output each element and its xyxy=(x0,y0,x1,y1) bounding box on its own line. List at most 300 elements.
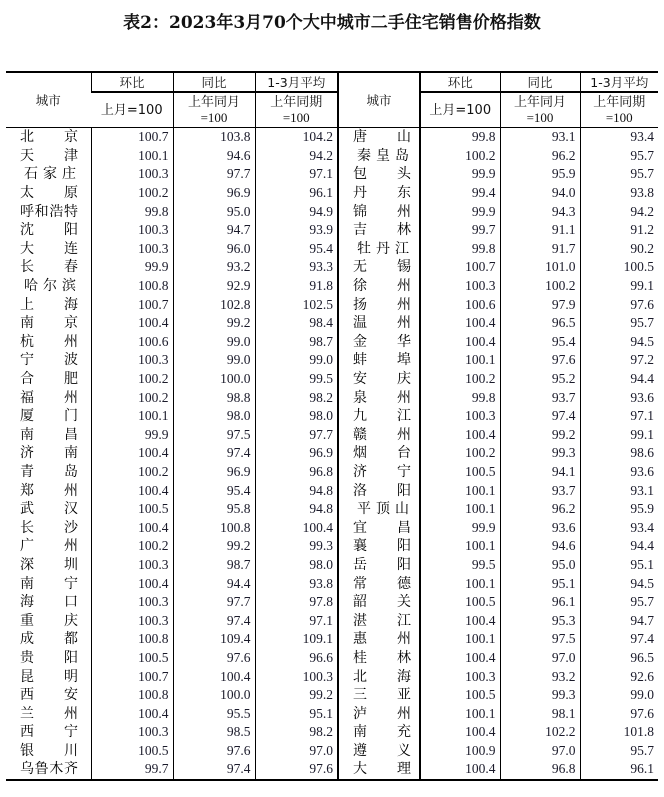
mom-index: 100.4 xyxy=(91,574,173,593)
table-row xyxy=(6,481,658,500)
yoy-index: 95.2 xyxy=(500,370,580,389)
yoy-index: 94.6 xyxy=(173,147,255,166)
city-name: 洛 阳 xyxy=(338,481,420,500)
city-name: 青 岛 xyxy=(20,463,78,480)
header-avg-base-left: 上年同期 =100 xyxy=(255,92,338,128)
mom-index: 100.3 xyxy=(91,556,173,575)
avg-index: 99.5 xyxy=(255,370,338,389)
table-row xyxy=(6,184,658,203)
avg-index: 100.4 xyxy=(255,518,338,537)
table-row xyxy=(6,314,658,333)
avg-index: 96.9 xyxy=(255,444,338,463)
table-row xyxy=(6,295,658,314)
city-name: 兰 州 xyxy=(20,705,78,722)
yoy-index: 100.0 xyxy=(173,370,255,389)
yoy-index: 93.2 xyxy=(500,667,580,686)
avg-index: 97.0 xyxy=(255,742,338,761)
table-row xyxy=(6,500,658,519)
city-name: 南 宁 xyxy=(20,575,78,592)
yoy-index: 95.3 xyxy=(500,611,580,630)
avg-index: 97.4 xyxy=(580,630,658,649)
yoy-index: 102.2 xyxy=(500,723,580,742)
yoy-index: 98.1 xyxy=(500,704,580,723)
city-name: 海 口 xyxy=(20,594,78,611)
city-name: 乌 鲁 木 齐 xyxy=(6,760,91,780)
avg-index: 97.6 xyxy=(580,295,658,314)
yoy-index: 99.2 xyxy=(173,314,255,333)
city-name: 襄 阳 xyxy=(338,537,420,556)
yoy-index: 109.4 xyxy=(173,630,255,649)
mom-index: 99.8 xyxy=(420,388,500,407)
yoy-index: 97.0 xyxy=(500,742,580,761)
mom-index: 100.2 xyxy=(420,370,500,389)
yoy-index: 95.5 xyxy=(173,704,255,723)
yoy-index: 97.6 xyxy=(173,649,255,668)
yoy-index: 93.7 xyxy=(500,481,580,500)
mom-index: 100.1 xyxy=(420,630,500,649)
table-title: 表2：2023年3月70个大中城市二手住宅销售价格指数 xyxy=(123,13,541,33)
table-row xyxy=(6,202,658,221)
avg-index: 97.1 xyxy=(580,407,658,426)
table-row xyxy=(6,518,658,537)
avg-index: 96.1 xyxy=(255,184,338,203)
yoy-index: 95.4 xyxy=(500,333,580,352)
avg-index: 97.2 xyxy=(580,351,658,370)
avg-index: 97.8 xyxy=(255,593,338,612)
yoy-index: 97.5 xyxy=(173,426,255,445)
yoy-index: 94.3 xyxy=(500,202,580,221)
mom-index: 100.7 xyxy=(91,295,173,314)
yoy-index: 98.7 xyxy=(173,556,255,575)
city-name: 哈 尔 滨 xyxy=(24,278,76,295)
yoy-index: 103.8 xyxy=(173,128,255,147)
yoy-index: 96.9 xyxy=(173,463,255,482)
avg-index: 98.0 xyxy=(255,407,338,426)
table-row xyxy=(6,407,658,426)
avg-index: 97.6 xyxy=(580,704,658,723)
avg-index: 98.2 xyxy=(255,723,338,742)
header-yoy-base-left: 上年同月 =100 xyxy=(173,92,255,128)
city-name: 北 京 xyxy=(20,129,78,146)
avg-index: 95.7 xyxy=(580,314,658,333)
yoy-index: 99.2 xyxy=(173,537,255,556)
city-name: 大 连 xyxy=(20,240,78,257)
yoy-index: 97.5 xyxy=(500,630,580,649)
avg-index: 94.5 xyxy=(580,574,658,593)
mom-index: 100.3 xyxy=(91,611,173,630)
city-name: 杭 州 xyxy=(20,333,78,350)
yoy-index: 100.0 xyxy=(173,686,255,705)
avg-index: 94.5 xyxy=(580,333,658,352)
table-row xyxy=(6,165,658,184)
yoy-index: 99.3 xyxy=(500,686,580,705)
city-name: 长 沙 xyxy=(20,519,78,536)
city-name: 赣 州 xyxy=(338,426,420,445)
avg-index: 96.5 xyxy=(580,649,658,668)
avg-index: 93.6 xyxy=(580,388,658,407)
city-name: 合 肥 xyxy=(20,371,78,388)
avg-index: 93.8 xyxy=(255,574,338,593)
avg-index: 98.0 xyxy=(255,556,338,575)
yoy-index: 99.2 xyxy=(500,426,580,445)
mom-index: 100.4 xyxy=(91,518,173,537)
yoy-index: 91.7 xyxy=(500,240,580,259)
city-name: 济 南 xyxy=(20,445,78,462)
table-row xyxy=(6,537,658,556)
yoy-index: 96.0 xyxy=(173,240,255,259)
header-city-right: 城市 xyxy=(338,72,420,128)
mom-index: 100.3 xyxy=(91,723,173,742)
table-row xyxy=(6,333,658,352)
avg-index: 95.7 xyxy=(580,147,658,166)
city-name: 吉 林 xyxy=(338,221,420,240)
avg-index: 95.9 xyxy=(580,500,658,519)
mom-index: 100.2 xyxy=(91,388,173,407)
mom-index: 99.8 xyxy=(420,240,500,259)
mom-index: 100.3 xyxy=(91,165,173,184)
header-mom-left: 环比 xyxy=(91,72,173,92)
city-name: 福 州 xyxy=(20,389,78,406)
table-row xyxy=(6,742,658,761)
city-name: 唐 山 xyxy=(338,128,420,147)
mom-index: 100.8 xyxy=(91,686,173,705)
header-avg-right: 1-3月平均 xyxy=(580,72,658,92)
mom-index: 100.3 xyxy=(420,277,500,296)
table-row xyxy=(6,611,658,630)
yoy-index: 93.2 xyxy=(173,258,255,277)
avg-index: 95.4 xyxy=(255,240,338,259)
mom-index: 100.4 xyxy=(420,760,500,780)
mom-index: 99.8 xyxy=(91,202,173,221)
mom-index: 100.4 xyxy=(420,426,500,445)
city-name: 平 顶 山 xyxy=(338,500,420,519)
mom-index: 100.4 xyxy=(420,333,500,352)
city-name: 金 华 xyxy=(338,333,420,352)
mom-index: 99.9 xyxy=(91,258,173,277)
table-body xyxy=(6,128,658,780)
mom-index: 100.1 xyxy=(420,500,500,519)
table-row xyxy=(6,704,658,723)
mom-index: 100.3 xyxy=(91,221,173,240)
avg-index: 93.1 xyxy=(580,481,658,500)
mom-index: 100.6 xyxy=(91,333,173,352)
city-name: 安 庆 xyxy=(338,370,420,389)
yoy-index: 99.0 xyxy=(173,333,255,352)
avg-index: 100.5 xyxy=(580,258,658,277)
yoy-index: 97.6 xyxy=(500,351,580,370)
yoy-index: 98.5 xyxy=(173,723,255,742)
avg-index: 96.8 xyxy=(255,463,338,482)
city-name: 丹 东 xyxy=(338,184,420,203)
mom-index: 100.2 xyxy=(91,370,173,389)
mom-index: 100.5 xyxy=(91,742,173,761)
city-name: 西 安 xyxy=(20,687,78,704)
table-row xyxy=(6,221,658,240)
yoy-index: 94.6 xyxy=(500,537,580,556)
avg-index: 99.3 xyxy=(255,537,338,556)
city-name: 济 宁 xyxy=(338,463,420,482)
mom-index: 100.7 xyxy=(91,128,173,147)
yoy-index: 100.4 xyxy=(173,667,255,686)
table-row xyxy=(6,277,658,296)
city-name: 韶 关 xyxy=(338,593,420,612)
mom-index: 100.2 xyxy=(91,463,173,482)
mom-index: 100.1 xyxy=(420,574,500,593)
avg-index: 95.7 xyxy=(580,165,658,184)
avg-index: 94.7 xyxy=(580,611,658,630)
table-row xyxy=(6,426,658,445)
city-name: 郑 州 xyxy=(20,482,78,499)
table-row xyxy=(6,147,658,166)
avg-index: 94.8 xyxy=(255,481,338,500)
mom-index: 100.2 xyxy=(91,184,173,203)
city-name: 九 江 xyxy=(338,407,420,426)
table-row xyxy=(6,667,658,686)
yoy-index: 96.5 xyxy=(500,314,580,333)
city-name: 长 春 xyxy=(20,259,78,276)
mom-index: 100.1 xyxy=(420,537,500,556)
avg-index: 95.1 xyxy=(255,704,338,723)
yoy-index: 97.4 xyxy=(173,760,255,780)
mom-index: 100.7 xyxy=(91,667,173,686)
mom-index: 100.5 xyxy=(91,649,173,668)
yoy-index: 100.2 xyxy=(500,277,580,296)
city-name: 三 亚 xyxy=(338,686,420,705)
yoy-index: 94.7 xyxy=(173,221,255,240)
avg-index: 109.1 xyxy=(255,630,338,649)
mom-index: 100.4 xyxy=(91,314,173,333)
table-row xyxy=(6,630,658,649)
yoy-index: 100.8 xyxy=(173,518,255,537)
yoy-index: 95.8 xyxy=(173,500,255,519)
avg-index: 93.4 xyxy=(580,518,658,537)
mom-index: 100.1 xyxy=(420,351,500,370)
mom-index: 100.2 xyxy=(420,147,500,166)
mom-index: 100.8 xyxy=(91,277,173,296)
avg-index: 99.0 xyxy=(255,351,338,370)
yoy-index: 96.9 xyxy=(173,184,255,203)
table-row xyxy=(6,351,658,370)
mom-index: 99.9 xyxy=(420,165,500,184)
city-name: 重 庆 xyxy=(20,612,78,629)
avg-index: 99.0 xyxy=(580,686,658,705)
avg-index: 99.1 xyxy=(580,426,658,445)
yoy-index: 98.8 xyxy=(173,388,255,407)
city-name: 南 充 xyxy=(338,723,420,742)
avg-index: 91.8 xyxy=(255,277,338,296)
yoy-index: 97.7 xyxy=(173,593,255,612)
mom-index: 100.3 xyxy=(91,351,173,370)
mom-index: 100.1 xyxy=(420,704,500,723)
mom-index: 100.4 xyxy=(420,611,500,630)
table-row xyxy=(6,258,658,277)
city-name: 常 德 xyxy=(338,574,420,593)
yoy-index: 94.1 xyxy=(500,463,580,482)
avg-index: 97.6 xyxy=(255,760,338,780)
yoy-index: 96.2 xyxy=(500,500,580,519)
yoy-index: 96.1 xyxy=(500,593,580,612)
city-name: 桂 林 xyxy=(338,649,420,668)
price-index-table xyxy=(6,71,658,781)
city-name: 秦 皇 岛 xyxy=(338,147,420,166)
city-name: 北 海 xyxy=(338,667,420,686)
avg-index: 97.1 xyxy=(255,611,338,630)
yoy-index: 94.4 xyxy=(173,574,255,593)
table-row xyxy=(6,444,658,463)
city-name: 石 家 庄 xyxy=(24,166,76,183)
avg-index: 90.2 xyxy=(580,240,658,259)
mom-index: 100.4 xyxy=(91,481,173,500)
yoy-index: 99.3 xyxy=(500,444,580,463)
city-name: 贵 阳 xyxy=(20,649,78,666)
header-mom-base-left: 上月=100 xyxy=(91,92,173,128)
table-row xyxy=(6,723,658,742)
yoy-index: 94.0 xyxy=(500,184,580,203)
city-name: 深 圳 xyxy=(20,556,78,573)
mom-index: 100.4 xyxy=(91,704,173,723)
avg-index: 95.7 xyxy=(580,742,658,761)
mom-index: 99.4 xyxy=(420,184,500,203)
header-yoy-right: 同比 xyxy=(500,72,580,92)
yoy-index: 93.1 xyxy=(500,128,580,147)
city-name: 昆 明 xyxy=(20,668,78,685)
avg-index: 94.9 xyxy=(255,202,338,221)
city-name: 沈 阳 xyxy=(20,222,78,239)
mom-index: 100.1 xyxy=(91,147,173,166)
yoy-index: 97.4 xyxy=(173,611,255,630)
avg-index: 95.1 xyxy=(580,556,658,575)
header-yoy-base-right: 上年同月 =100 xyxy=(500,92,580,128)
city-name: 南 京 xyxy=(20,315,78,332)
yoy-index: 93.6 xyxy=(500,518,580,537)
avg-index: 93.4 xyxy=(580,128,658,147)
yoy-index: 95.9 xyxy=(500,165,580,184)
city-name: 宜 昌 xyxy=(338,518,420,537)
city-name: 大 理 xyxy=(338,760,420,780)
avg-index: 93.3 xyxy=(255,258,338,277)
yoy-index: 97.4 xyxy=(173,444,255,463)
yoy-index: 98.0 xyxy=(173,407,255,426)
mom-index: 99.9 xyxy=(420,518,500,537)
mom-index: 100.5 xyxy=(420,686,500,705)
header-city-left: 城市 xyxy=(6,72,91,128)
mom-index: 99.7 xyxy=(91,760,173,780)
avg-index: 98.2 xyxy=(255,388,338,407)
city-name: 湛 江 xyxy=(338,611,420,630)
avg-index: 93.6 xyxy=(580,463,658,482)
avg-index: 98.4 xyxy=(255,314,338,333)
avg-index: 97.1 xyxy=(255,165,338,184)
mom-index: 100.1 xyxy=(420,481,500,500)
city-name: 泉 州 xyxy=(338,388,420,407)
mom-index: 100.4 xyxy=(420,314,500,333)
avg-index: 104.2 xyxy=(255,128,338,147)
city-name: 泸 州 xyxy=(338,704,420,723)
header-avg-left: 1-3月平均 xyxy=(255,72,338,92)
avg-index: 100.3 xyxy=(255,667,338,686)
header-mom-right: 环比 xyxy=(420,72,500,92)
avg-index: 94.4 xyxy=(580,370,658,389)
table-row xyxy=(6,240,658,259)
yoy-index: 96.2 xyxy=(500,147,580,166)
mom-index: 100.6 xyxy=(420,295,500,314)
mom-index: 100.2 xyxy=(420,444,500,463)
avg-index: 99.2 xyxy=(255,686,338,705)
city-name: 南 昌 xyxy=(20,426,78,443)
mom-index: 100.3 xyxy=(420,667,500,686)
city-name: 岳 阳 xyxy=(338,556,420,575)
mom-index: 99.9 xyxy=(420,202,500,221)
table-row xyxy=(6,593,658,612)
table-row xyxy=(6,370,658,389)
table-row xyxy=(6,649,658,668)
city-name: 太 原 xyxy=(20,185,78,202)
city-name: 烟 台 xyxy=(338,444,420,463)
yoy-index: 91.1 xyxy=(500,221,580,240)
mom-index: 100.5 xyxy=(420,593,500,612)
mom-index: 100.3 xyxy=(420,407,500,426)
mom-index: 100.7 xyxy=(420,258,500,277)
city-name: 呼 和 浩 特 xyxy=(20,203,78,220)
header-mom-base-right: 上月=100 xyxy=(420,92,500,128)
table-row xyxy=(6,686,658,705)
yoy-index: 97.4 xyxy=(500,407,580,426)
table-row xyxy=(6,574,658,593)
city-name: 厦 门 xyxy=(20,408,78,425)
header-yoy-left: 同比 xyxy=(173,72,255,92)
avg-index: 96.6 xyxy=(255,649,338,668)
city-name: 武 汉 xyxy=(20,501,78,518)
city-name: 温 州 xyxy=(338,314,420,333)
yoy-index: 97.6 xyxy=(173,742,255,761)
mom-index: 99.7 xyxy=(420,221,500,240)
yoy-index: 102.8 xyxy=(173,295,255,314)
avg-index: 91.2 xyxy=(580,221,658,240)
table-row xyxy=(6,556,658,575)
yoy-index: 97.0 xyxy=(500,649,580,668)
yoy-index: 99.0 xyxy=(173,351,255,370)
mom-index: 100.1 xyxy=(91,407,173,426)
mom-index: 100.4 xyxy=(91,444,173,463)
avg-index: 94.2 xyxy=(255,147,338,166)
mom-index: 99.9 xyxy=(91,426,173,445)
mom-index: 99.8 xyxy=(420,128,500,147)
city-name: 广 州 xyxy=(20,538,78,555)
table-row xyxy=(6,760,658,780)
mom-index: 100.9 xyxy=(420,742,500,761)
avg-index: 101.8 xyxy=(580,723,658,742)
mom-index: 100.4 xyxy=(420,723,500,742)
avg-index: 97.7 xyxy=(255,426,338,445)
city-name: 银 川 xyxy=(20,742,78,759)
yoy-index: 97.9 xyxy=(500,295,580,314)
city-name: 成 都 xyxy=(20,631,78,648)
yoy-index: 92.9 xyxy=(173,277,255,296)
avg-index: 96.1 xyxy=(580,760,658,780)
mom-index: 99.5 xyxy=(420,556,500,575)
city-name: 锦 州 xyxy=(338,202,420,221)
city-name: 无 锡 xyxy=(338,258,420,277)
mom-index: 100.3 xyxy=(91,240,173,259)
avg-index: 98.6 xyxy=(580,444,658,463)
yoy-index: 96.8 xyxy=(500,760,580,780)
city-name: 惠 州 xyxy=(338,630,420,649)
city-name: 遵 义 xyxy=(338,742,420,761)
city-name: 包 头 xyxy=(338,165,420,184)
avg-index: 92.6 xyxy=(580,667,658,686)
yoy-index: 95.1 xyxy=(500,574,580,593)
mom-index: 100.4 xyxy=(420,649,500,668)
